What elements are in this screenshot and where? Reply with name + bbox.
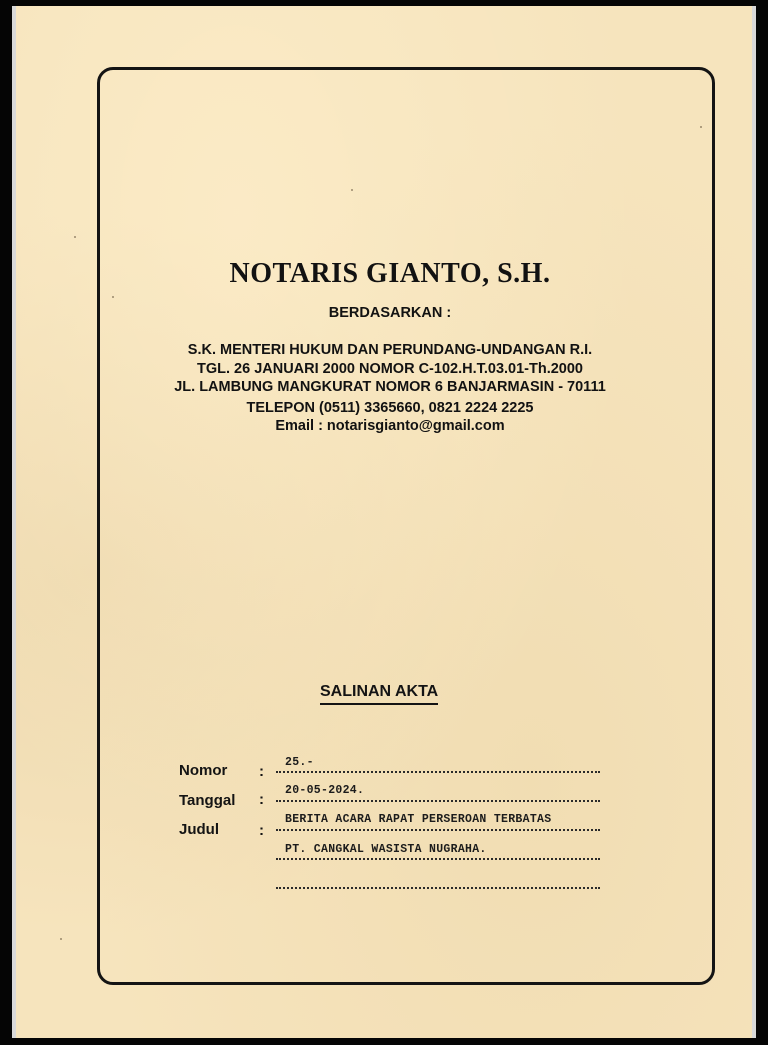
document-cover [12,6,756,1038]
notary-name: NOTARIS GIANTO, S.H. [229,258,551,289]
judul-value-line2: PT. CANGKAL WASISTA NUGRAHA. [285,843,487,856]
nomor-label: Nomor [179,762,228,779]
judul-dotted-line-1 [276,829,600,831]
tanggal-colon: : [259,791,264,808]
decree-line: S.K. MENTERI HUKUM DAN PERUNDANG-UNDANGAN R.I. [187,342,593,358]
paper-speck [60,938,62,940]
address-line: JL. LAMBUNG MANGKURAT NOMOR 6 BANJARMASIN - 70111 [174,379,606,395]
tanggal-label: Tanggal [179,792,236,809]
email-line: Email : notarisgianto@gmail.com [275,418,505,434]
decree-date-line: TGL. 26 JANUARI 2000 NOMOR C-102.H.T.03.01-Th.2000 [197,361,583,377]
paper-speck [74,236,76,238]
judul-dotted-line-2 [276,858,600,860]
tanggal-dotted-line [276,800,600,802]
judul-colon: : [259,822,264,839]
nomor-value: 25.- [285,756,314,769]
basis-label: BERDASARKAN : [328,305,452,321]
judul-dotted-line-3 [276,887,600,889]
phone-line: TELEPON (0511) 3365660, 0821 2224 2225 [246,400,534,416]
tanggal-value: 20-05-2024. [285,784,365,797]
nomor-colon: : [259,763,264,780]
deed-title: SALINAN AKTA [320,682,438,705]
judul-label: Judul [179,821,219,838]
judul-value-line1: BERITA ACARA RAPAT PERSEROAN TERBATAS [285,813,552,826]
nomor-dotted-line [276,771,600,773]
